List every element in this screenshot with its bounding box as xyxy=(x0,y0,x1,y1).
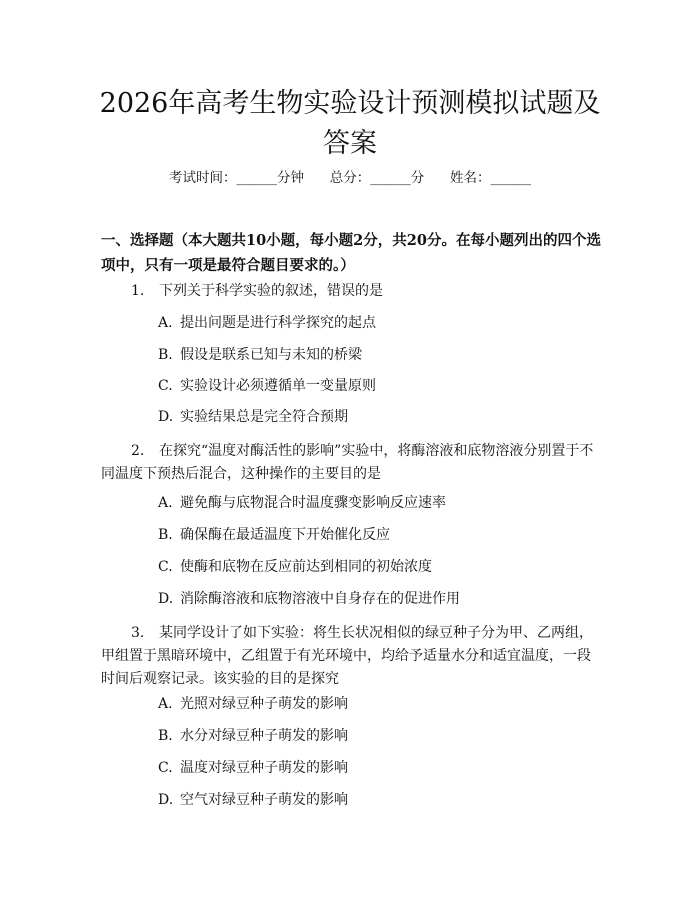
option-2d xyxy=(158,589,460,609)
option-text: 确保酶在最适温度下开始催化反应 xyxy=(180,527,390,543)
exam-title: 2026年高考生物实验设计预测模拟试题及答案 xyxy=(99,88,601,159)
option-text: 光照对绿豆种子萌发的影响 xyxy=(180,696,348,712)
score-label: 总分： xyxy=(329,170,371,186)
name-label: 姓名： xyxy=(450,170,491,186)
exam-meta xyxy=(0,168,700,188)
question-1 xyxy=(101,280,601,303)
question-number: 1. xyxy=(131,283,145,299)
option-letter: D. xyxy=(158,591,174,607)
question-2 xyxy=(101,440,601,486)
option-1a xyxy=(158,313,376,333)
question-text: 某同学设计了如下实验：将生长状况相似的绿豆种子分为甲、乙两组，甲组置于黑暗环境中，乙组置于有光环境中，均给予适量水分和适宜温度，一段时间后观察记录。该实验的目的是探究 xyxy=(101,625,593,687)
time-unit: 分钟 xyxy=(277,170,304,186)
option-letter: A. xyxy=(158,495,173,511)
option-letter: C. xyxy=(158,760,173,776)
option-3c xyxy=(158,758,348,778)
option-letter: B. xyxy=(158,728,173,744)
time-blank: ______ xyxy=(236,170,277,186)
name-blank: ______ xyxy=(490,170,531,186)
time-label: 考试时间： xyxy=(169,170,237,186)
option-text: 空气对绿豆种子萌发的影响 xyxy=(180,792,348,808)
section-heading: 一、选择题（本大题共10小题，每小题2分，共20分。在每小题列出的四个选项中，只有一项是最符合题目要求的。） xyxy=(101,232,601,274)
option-3a xyxy=(158,694,348,714)
question-number: 2. xyxy=(131,443,145,459)
option-text: 假设是联系已知与未知的桥梁 xyxy=(180,347,362,363)
option-text: 温度对绿豆种子萌发的影响 xyxy=(180,760,348,776)
question-3 xyxy=(101,622,601,691)
question-text: 在探究“温度对酶活性的影响”实验中，将酶溶液和底物溶液分别置于不同温度下预热后混合，这种操作的主要目的是 xyxy=(101,443,594,482)
option-text: 水分对绿豆种子萌发的影响 xyxy=(180,728,348,744)
option-text: 使酶和底物在反应前达到相同的初始浓度 xyxy=(180,559,432,575)
option-1d xyxy=(158,407,348,427)
option-text: 提出问题是进行科学探究的起点 xyxy=(180,315,376,331)
option-2c xyxy=(158,557,432,577)
question-text: 下列关于科学实验的叙述，错误的是 xyxy=(159,283,383,299)
question-number: 3. xyxy=(131,625,145,641)
option-text: 避免酶与底物混合时温度骤变影响反应速率 xyxy=(180,495,446,511)
option-letter: B. xyxy=(158,527,173,543)
option-letter: C. xyxy=(158,559,173,575)
option-2a xyxy=(158,493,446,513)
option-letter: C. xyxy=(158,378,173,394)
score-blank: ______ xyxy=(370,170,411,186)
option-3d xyxy=(158,790,348,810)
option-text: 实验设计必须遵循单一变量原则 xyxy=(180,378,376,394)
score-unit: 分 xyxy=(410,170,425,186)
option-letter: A. xyxy=(158,315,173,331)
option-letter: B. xyxy=(158,347,173,363)
option-letter: D. xyxy=(158,409,174,425)
option-1b xyxy=(158,345,362,365)
option-letter: D. xyxy=(158,792,174,808)
option-3b xyxy=(158,726,348,746)
option-text: 消除酶溶液和底物溶液中自身存在的促进作用 xyxy=(180,591,460,607)
option-letter: A. xyxy=(158,696,173,712)
option-2b xyxy=(158,525,390,545)
option-1c xyxy=(158,376,376,396)
option-text: 实验结果总是完全符合预期 xyxy=(180,409,348,425)
